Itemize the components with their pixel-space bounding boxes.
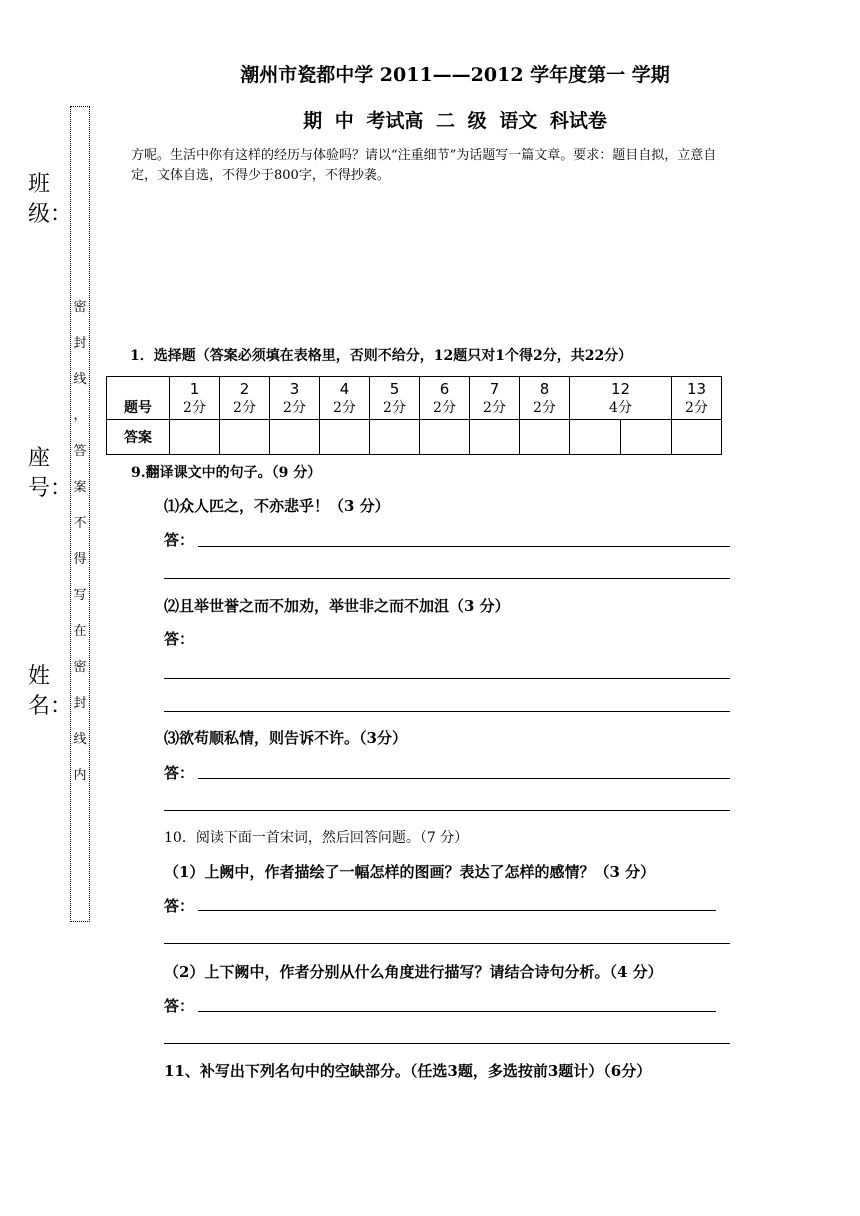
- col-pts: 2分: [433, 400, 456, 416]
- name-label: [28, 662, 73, 722]
- answer-label: 答：: [164, 764, 195, 782]
- seat-label: [28, 444, 73, 504]
- col-pts: 2分: [383, 400, 406, 416]
- section1-title: 1．选择题（答案必须填在表格里，否则不给分，12题只对1个得2分，共22分）: [130, 348, 633, 364]
- col-pts: 2分: [685, 400, 708, 416]
- col-pts: 2分: [533, 400, 556, 416]
- class-label-text: 班级：: [28, 172, 73, 227]
- answer-header: 答案: [107, 420, 170, 455]
- exam-title-line1: 潮州市瓷都中学 2011——2012 学年度第一 学期: [240, 64, 670, 86]
- class-label: [28, 170, 73, 230]
- col-num: 3: [289, 380, 300, 398]
- answer-cell[interactable]: [570, 420, 621, 455]
- answer-label: 答：: [164, 630, 195, 648]
- seal-char: 得: [73, 552, 87, 567]
- col-q4: [320, 377, 370, 420]
- col-pts: 2分: [483, 400, 506, 416]
- answer-cell[interactable]: [370, 420, 420, 455]
- seal-char: 封: [73, 696, 87, 711]
- col-num: 4: [339, 380, 350, 398]
- answer-cell[interactable]: [270, 420, 320, 455]
- col-q3: [270, 377, 320, 420]
- col-pts: 2分: [233, 400, 256, 416]
- col-num: 7: [489, 380, 500, 398]
- seal-char: ，: [73, 408, 87, 423]
- q9-title: 9.翻译课文中的句子。（9 分）: [131, 465, 322, 481]
- answer-table: [106, 376, 722, 455]
- answer-line[interactable]: [164, 678, 730, 679]
- seal-char: 内: [73, 768, 87, 783]
- q10-item-1: （1）上阙中，作者描绘了一幅怎样的图画？表达了怎样的感情？（3 分）: [164, 863, 656, 881]
- seal-char: 密: [73, 660, 87, 675]
- name-label-text: 姓名：: [28, 664, 73, 719]
- seat-label-text: 座号：: [28, 446, 73, 501]
- seal-char: 线: [73, 732, 87, 747]
- col-num: 1: [189, 380, 200, 398]
- seal-char: 不: [73, 516, 87, 531]
- q10-item-2: （2）上下阙中，作者分别从什么角度进行描写？请结合诗句分析。（4 分）: [164, 963, 663, 981]
- col-pts: 2分: [283, 400, 306, 416]
- seal-line-text: [70, 296, 90, 800]
- answer-cell[interactable]: [621, 420, 672, 455]
- q11-title: 11、补写出下列名句中的空缺部分。（任选3题，多选按前3题计）（6分）: [164, 1062, 652, 1080]
- answer-label: 答：: [164, 897, 195, 915]
- answer-cell[interactable]: [520, 420, 570, 455]
- answer-cell[interactable]: [220, 420, 270, 455]
- col-num: 2: [239, 380, 250, 398]
- seal-char: 答: [73, 444, 87, 459]
- exam-title-line2: 期 中 考试高 二 级 语文 科试卷: [303, 110, 607, 132]
- question-number-header: 题号: [107, 377, 170, 420]
- answer-cell[interactable]: [420, 420, 470, 455]
- seal-char: 线: [73, 372, 87, 387]
- col-q6: [420, 377, 470, 420]
- q9-item-2: ⑵且举世誉之而不加劝，举世非之而不加沮（3 分）: [164, 597, 510, 615]
- col-pts: 2分: [333, 400, 356, 416]
- q10-title: 10．阅读下面一首宋词，然后回答问题。（7 分）: [164, 830, 469, 846]
- col-q1: [170, 377, 220, 420]
- q9-item-3: ⑶欲苟顺私情，则告诉不许。（3分）: [164, 729, 407, 747]
- col-num: 8: [539, 380, 550, 398]
- col-q5: [370, 377, 420, 420]
- answer-cell[interactable]: [170, 420, 220, 455]
- col-num: 6: [439, 380, 450, 398]
- answer-cell[interactable]: [320, 420, 370, 455]
- col-num: 12: [610, 380, 631, 398]
- answer-line[interactable]: [198, 910, 716, 911]
- answer-line[interactable]: [164, 943, 730, 944]
- answer-line[interactable]: [198, 778, 730, 779]
- q9-item-1: ⑴众人匹之，不亦悲乎！（3 分）: [164, 497, 390, 515]
- answer-cell[interactable]: [470, 420, 520, 455]
- answer-cell[interactable]: [672, 420, 722, 455]
- col-q13: [672, 377, 722, 420]
- col-q7: [470, 377, 520, 420]
- answer-label: 答：: [164, 531, 195, 549]
- col-pts: 2分: [183, 400, 206, 416]
- answer-line[interactable]: [164, 578, 730, 579]
- seal-char: 写: [73, 588, 87, 603]
- col-num: 13: [686, 380, 707, 398]
- essay-prompt-text: 方呢。生活中你有这样的经历与体验吗？请以“注重细节”为话题写一篇文章。要求：题目自拟，立意自定，文体自选，不得少于800字，不得抄袭。: [131, 148, 717, 183]
- seal-char: 案: [73, 480, 87, 495]
- col-q2: [220, 377, 270, 420]
- col-q8: [520, 377, 570, 420]
- answer-line[interactable]: [164, 1043, 730, 1044]
- answer-line[interactable]: [164, 711, 730, 712]
- answer-line[interactable]: [164, 810, 730, 811]
- seal-char: 密: [73, 300, 87, 315]
- answer-label: 答：: [164, 997, 195, 1015]
- seal-char: 封: [73, 336, 87, 351]
- col-q12: [570, 377, 672, 420]
- seal-char: 在: [73, 624, 87, 639]
- col-pts: 4分: [609, 400, 632, 416]
- col-num: 5: [389, 380, 400, 398]
- answer-line[interactable]: [198, 1011, 716, 1012]
- answer-line[interactable]: [198, 546, 730, 547]
